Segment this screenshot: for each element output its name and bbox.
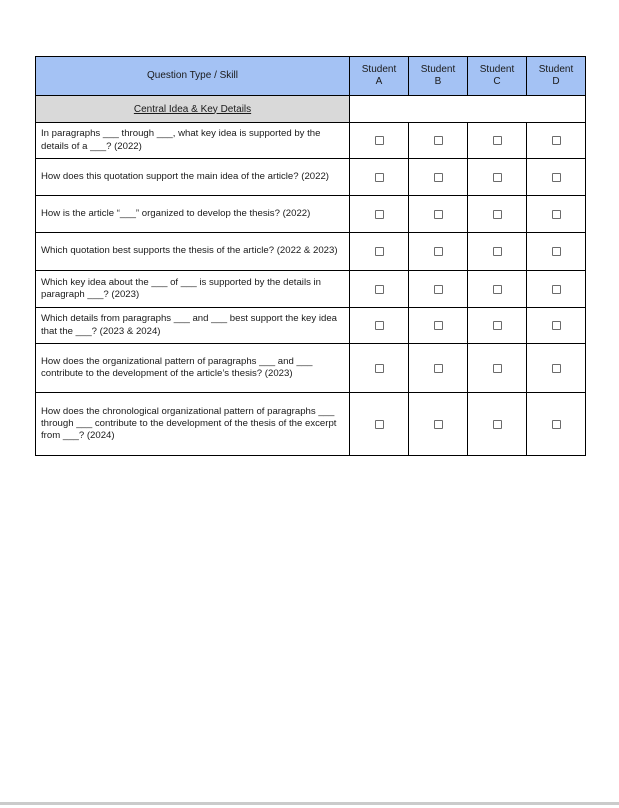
checkbox-cell (527, 123, 586, 159)
question-text: How does the chronological organizational pattern of paragraphs ___ through ___ contribute to the development of the thesis of the excerpt from ___? (2024) (36, 393, 350, 456)
checkbox-cell (468, 123, 527, 159)
checkbox-cell (350, 393, 409, 456)
question-text: How is the article “___” organized to develop the thesis? (2022) (36, 196, 350, 233)
checkbox-student-b[interactable] (434, 173, 443, 182)
question-row (36, 159, 586, 196)
checkbox-cell (409, 393, 468, 456)
checkbox-student-c[interactable] (493, 247, 502, 256)
question-row (36, 393, 586, 456)
section-row (36, 96, 586, 123)
checkbox-student-c[interactable] (493, 210, 502, 219)
table-header-row (36, 57, 586, 96)
checkbox-cell (527, 159, 586, 196)
checkbox-student-d[interactable] (552, 321, 561, 330)
checkbox-cell (350, 159, 409, 196)
checkbox-student-a[interactable] (375, 364, 384, 373)
checkbox-cell (527, 393, 586, 456)
question-text: Which details from paragraphs ___ and ___ best support the key idea that the ___? (2023 & 2024) (36, 308, 350, 344)
question-text: How does the organizational pattern of paragraphs ___ and ___ contribute to the development of the article’s thesis? (2023) (36, 344, 350, 393)
checkbox-cell (409, 123, 468, 159)
checkbox-student-a[interactable] (375, 420, 384, 429)
checkbox-student-b[interactable] (434, 420, 443, 429)
checkbox-cell (527, 344, 586, 393)
checkbox-cell (409, 271, 468, 308)
checkbox-student-c[interactable] (493, 321, 502, 330)
student-d-header: Student D (527, 57, 586, 96)
question-row (36, 344, 586, 393)
checkbox-student-b[interactable] (434, 321, 443, 330)
checkbox-student-a[interactable] (375, 247, 384, 256)
page-bottom-edge (0, 802, 619, 805)
checkbox-cell (350, 344, 409, 393)
checkbox-student-a[interactable] (375, 173, 384, 182)
student-a-header: Student A (350, 57, 409, 96)
question-row (36, 308, 586, 344)
checkbox-cell (527, 233, 586, 271)
checkbox-student-b[interactable] (434, 285, 443, 294)
question-text: Which key idea about the ___ of ___ is supported by the details in paragraph ___? (2023) (36, 271, 350, 308)
checkbox-cell (409, 159, 468, 196)
checkbox-cell (468, 344, 527, 393)
checkbox-cell (350, 271, 409, 308)
question-row (36, 271, 586, 308)
checkbox-student-c[interactable] (493, 173, 502, 182)
checkbox-cell (409, 196, 468, 233)
question-row (36, 196, 586, 233)
checkbox-student-d[interactable] (552, 420, 561, 429)
checkbox-cell (350, 123, 409, 159)
checkbox-student-c[interactable] (493, 364, 502, 373)
checkbox-cell (468, 233, 527, 271)
checkbox-student-b[interactable] (434, 364, 443, 373)
checkbox-cell (468, 271, 527, 308)
checkbox-student-d[interactable] (552, 285, 561, 294)
checkbox-student-a[interactable] (375, 321, 384, 330)
checkbox-cell (409, 344, 468, 393)
checkbox-cell (527, 308, 586, 344)
checkbox-cell (350, 196, 409, 233)
checkbox-cell (350, 308, 409, 344)
section-blank-cell (350, 96, 586, 123)
question-type-skill-header: Question Type / Skill (36, 57, 350, 96)
checkbox-student-b[interactable] (434, 136, 443, 145)
checkbox-cell (409, 233, 468, 271)
question-row (36, 233, 586, 271)
checkbox-student-d[interactable] (552, 247, 561, 256)
checkbox-student-c[interactable] (493, 285, 502, 294)
checkbox-student-d[interactable] (552, 210, 561, 219)
checkbox-student-c[interactable] (493, 136, 502, 145)
checkbox-cell (350, 233, 409, 271)
checkbox-student-a[interactable] (375, 210, 384, 219)
student-c-header: Student C (468, 57, 527, 96)
checkbox-cell (409, 308, 468, 344)
checkbox-student-d[interactable] (552, 364, 561, 373)
section-title: Central Idea & Key Details (36, 96, 350, 123)
question-text: Which quotation best supports the thesis of the article? (2022 & 2023) (36, 233, 350, 271)
question-text: In paragraphs ___ through ___, what key idea is supported by the details of a ___? (2022) (36, 123, 350, 159)
checkbox-student-c[interactable] (493, 420, 502, 429)
student-b-header: Student B (409, 57, 468, 96)
checkbox-student-a[interactable] (375, 136, 384, 145)
question-text: How does this quotation support the main idea of the article? (2022) (36, 159, 350, 196)
question-skill-table (35, 56, 586, 456)
checkbox-student-d[interactable] (552, 136, 561, 145)
checkbox-student-b[interactable] (434, 247, 443, 256)
question-row (36, 123, 586, 159)
checkbox-cell (468, 196, 527, 233)
checkbox-student-b[interactable] (434, 210, 443, 219)
checkbox-cell (527, 271, 586, 308)
checkbox-cell (468, 308, 527, 344)
checkbox-student-a[interactable] (375, 285, 384, 294)
checkbox-cell (468, 159, 527, 196)
checkbox-cell (468, 393, 527, 456)
checkbox-cell (527, 196, 586, 233)
checkbox-student-d[interactable] (552, 173, 561, 182)
